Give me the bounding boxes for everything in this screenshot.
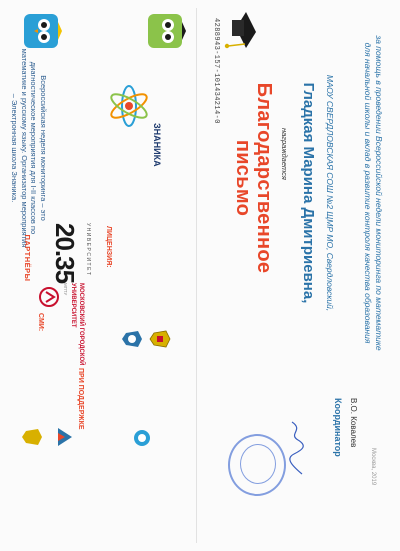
mgu-logo-text [62, 283, 85, 373]
mgu-name: МОСКОВСКИЙ ГОРОДСКОЙ УНИВЕРСИТЕТ [70, 283, 84, 366]
info-panel [7, 8, 192, 543]
mgu-logo-icon [38, 286, 60, 308]
smi-label: СМИ: [37, 313, 44, 332]
recipient-name: Гладкая Марина Дмитриевна, [300, 82, 317, 304]
ministry-emblem-icon [20, 426, 44, 448]
mgu-abbr: МГПУ [63, 283, 68, 296]
city-year: Москва, 2019 [370, 448, 376, 486]
license-label: ЛИЦЕНЗИЯ: [105, 226, 112, 268]
signature [286, 420, 306, 476]
support-label: ПРИ ПОДДЕРЖКЕ [77, 368, 84, 430]
coat-of-arms-icon [148, 328, 172, 350]
roskomnadzor-icon [120, 328, 144, 350]
certificate-panel [202, 8, 392, 543]
owl-logo-icon [22, 12, 62, 50]
certificate-title: Благодарственное письмо [232, 82, 275, 274]
official-stamp [228, 434, 286, 496]
fold-line [196, 8, 197, 543]
award-description: за помощь в проведении Всероссийской недели мониторинга по математике для начальной школы и вклад в развитие контроля качества образования [363, 35, 384, 351]
owl-logo-icon [146, 12, 186, 50]
coordinator-name: В.О. Ковалев [349, 398, 358, 448]
univ-2035-caption: УНИВЕРСИТЕТ [85, 223, 91, 277]
serial-number: 4288943-157-101434214-0 [212, 18, 220, 124]
awarded-label: награждается [280, 128, 289, 180]
univ-2035-logo [49, 223, 80, 283]
univ-2035-number: 20.35 [50, 223, 80, 284]
fund-logo-icon [132, 428, 152, 448]
recipient-school: МАОУ СВЕРДЛОВСКАЯ СОШ №2 ЩМР МО, Свердловский, [325, 74, 335, 312]
znanika-atom-logo-icon [106, 83, 152, 129]
intro-text: Всероссийская неделя мониторинга – это диагностическое мероприятия для I-II классов по математике и русскому языку. Организатор мероприятия – Электронная школа Знаника. [10, 48, 48, 248]
brand-name: ЗНАНИКА [152, 123, 162, 167]
stamp-inner-ring [240, 444, 276, 484]
agency-logo-icon [54, 426, 74, 448]
partners-label: ПАРТНЁРЫ [23, 234, 32, 282]
coordinator-label: Координатор [333, 398, 343, 457]
